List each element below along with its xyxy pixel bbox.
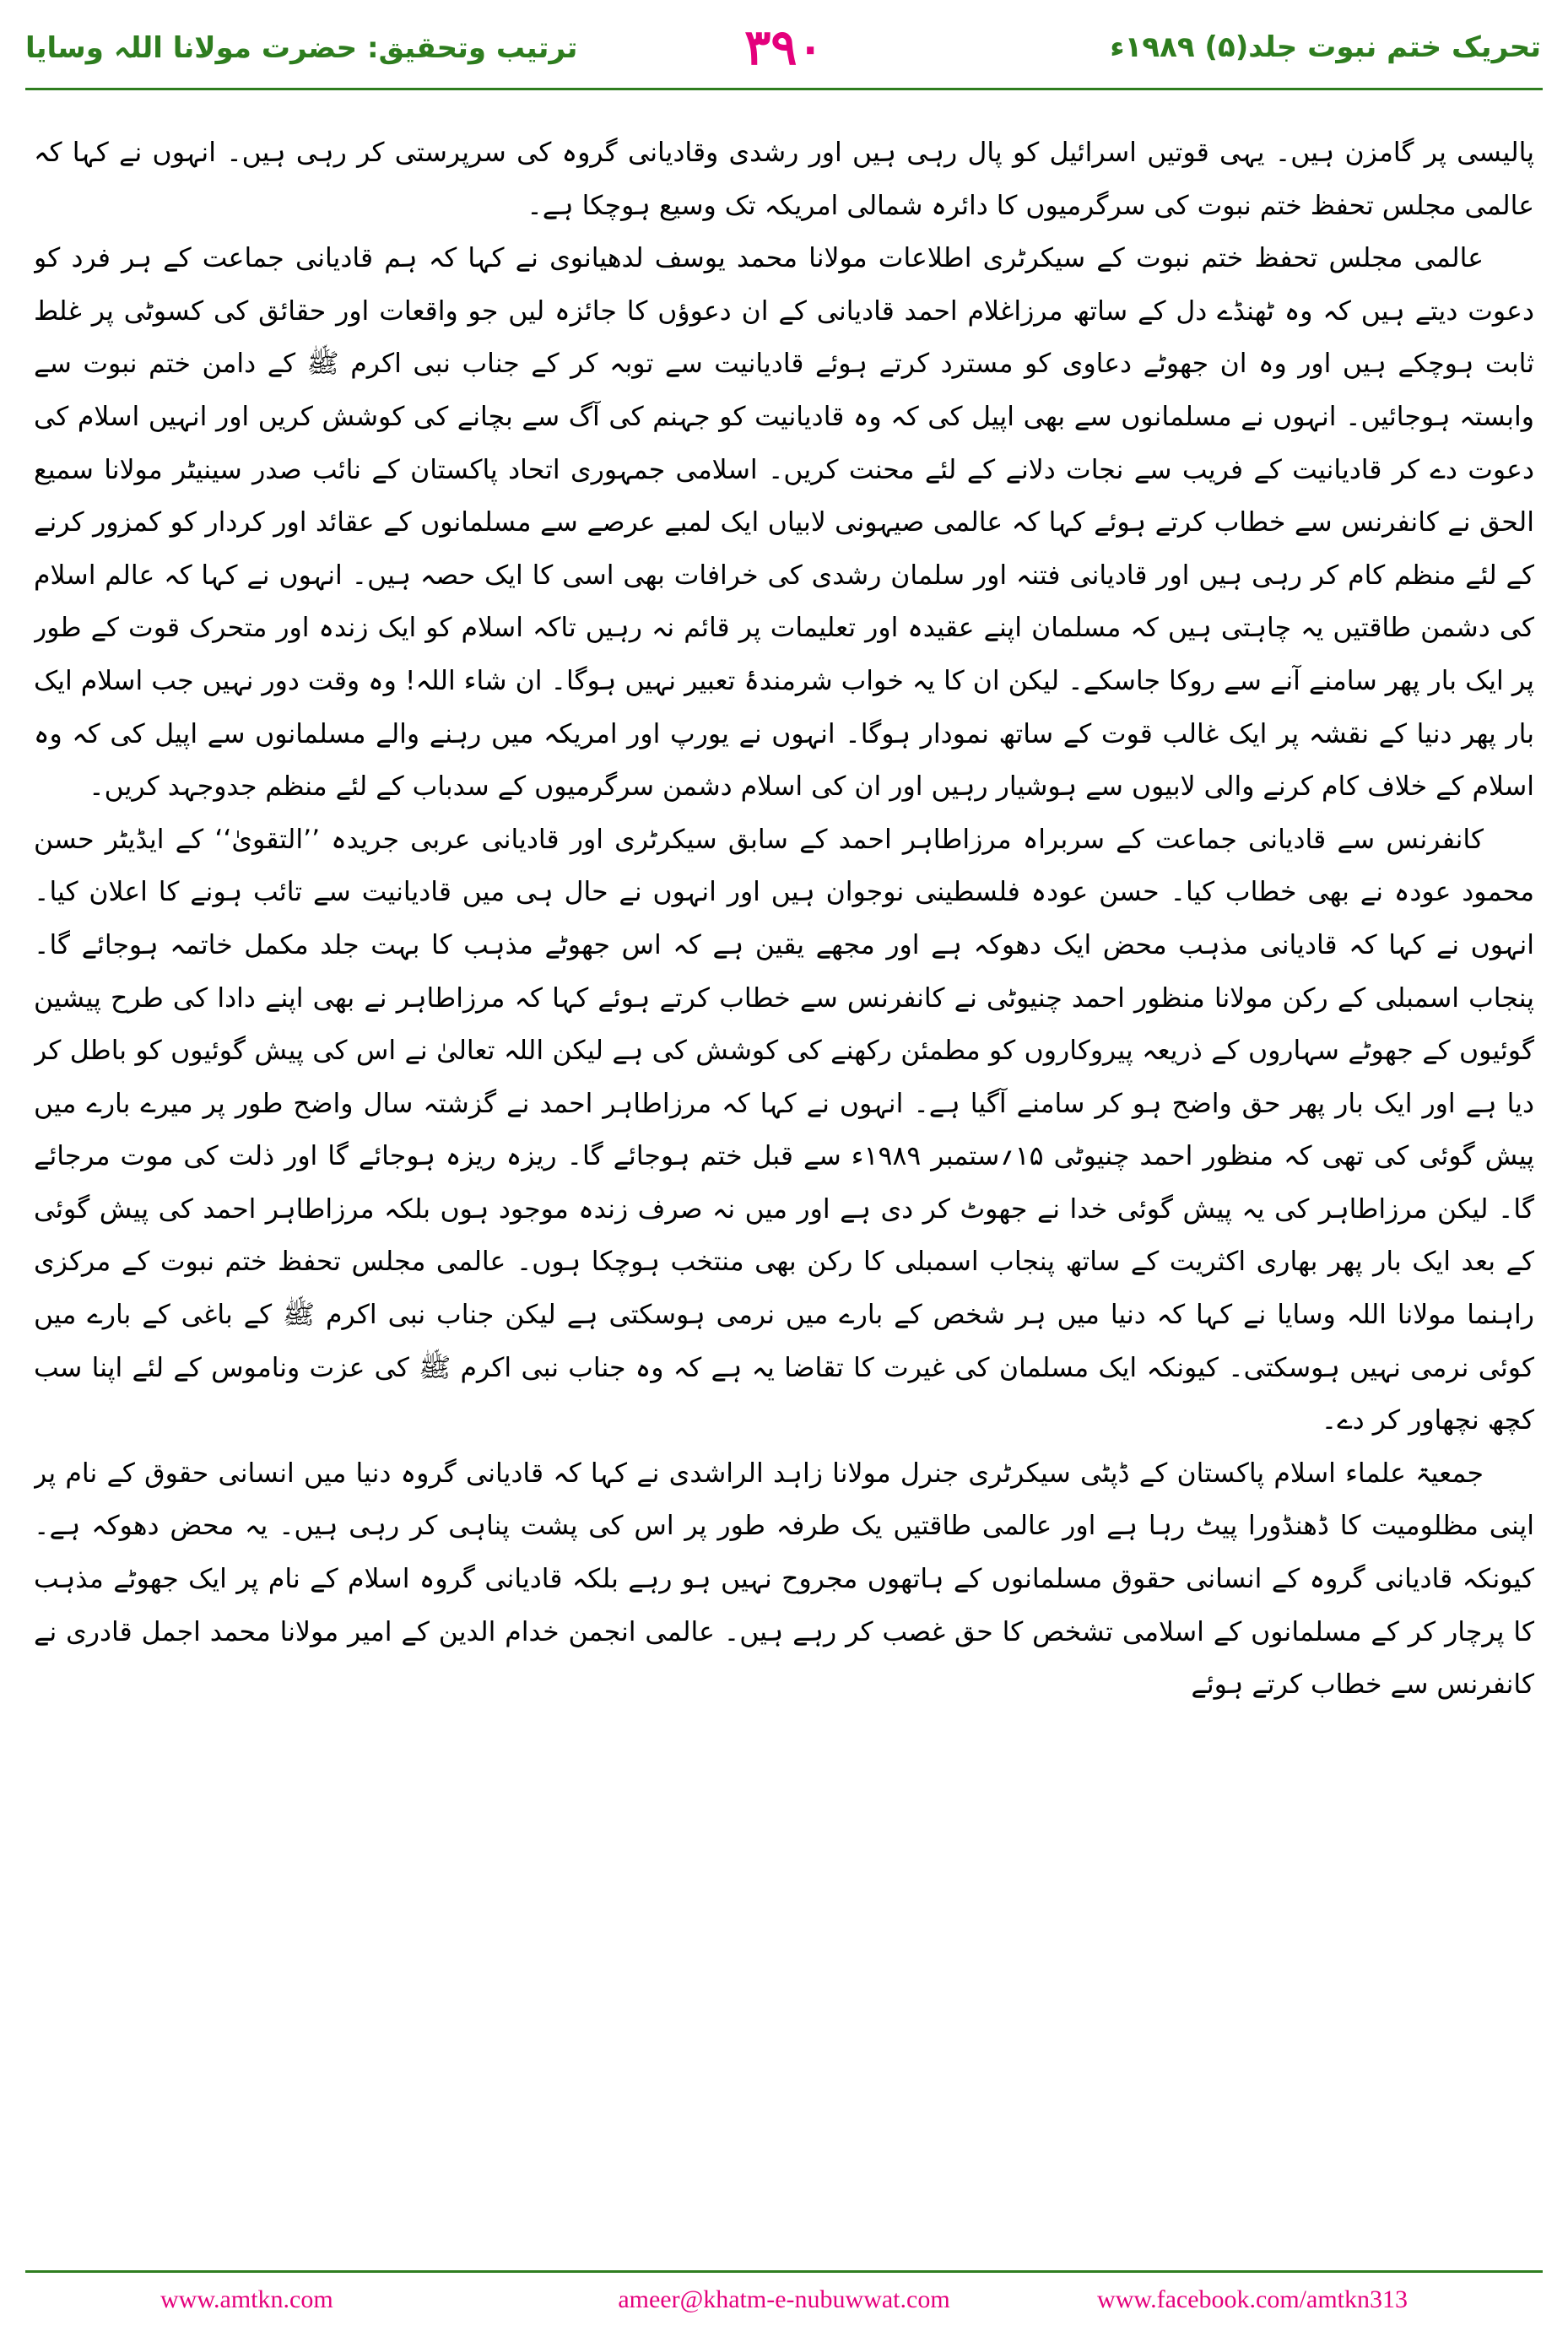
paragraph-1: پالیسی پر گامزن ہیں۔ یہی قوتیں اسرائیل کو پال رہی ہیں اور رشدی وقادیانی گروہ کی سرپرستی کر رہی ہیں۔ انہوں نے کہا کہ عالمی مجلس تحفظ ختم نبوت کی سرگرمیوں کا دائرہ شمالی امریکہ تک وسیع ہوچکا ہے۔ [34, 138, 1534, 221]
facebook-link[interactable]: www.facebook.com/amtkn313 [1097, 2285, 1408, 2313]
header-divider [25, 88, 1543, 90]
email-link[interactable]: ameer@khatm-e-nubuwwat.com [618, 2285, 950, 2313]
compiler-credit: ترتیب وتحقیق: حضرت مولانا اللہ وسایا [25, 31, 578, 65]
paragraph-4: جمعیۃ علماء اسلام پاکستان کے ڈپٹی سیکرٹری جنرل مولانا زاہد الراشدی نے کہا کہ قادیانی گروہ دنیا میں انسانی حقوق کے نام پر اپنی مظلومیت کا ڈھنڈورا پیٹ رہا ہے اور عالمی طاقتیں یک طرفہ طور پر اس کی پشت پناہی کر رہی ہیں۔ یہ محض دھوکہ ہے۔ کیونکہ قادیانی گروہ کے انسانی حقوق مسلمانوں کے ہاتھوں مجروح نہیں ہو رہے بلکہ قادیانی گروہ اسلام کے نام پر ایک جھوٹے مذہب کا پرچار کر کے مسلمانوں کے اسلامی تشخص کا حق غصب کر رہے ہیں۔ عالمی انجمن خدام الدین کے امیر مولانا محمد اجمل قادری نے کانفرنس سے خطاب کرتے ہوئے [34, 1458, 1534, 1701]
page-footer [0, 2279, 1568, 2329]
paragraph-2: عالمی مجلس تحفظ ختم نبوت کے سیکرٹری اطلاعات مولانا محمد یوسف لدھیانوی نے کہا کہ ہم قادیانی جماعت کے ہر فرد کو دعوت دیتے ہیں کہ وہ ٹھنڈے دل کے ساتھ مرزاغلام احمد قادیانی کے ان دعوؤں کا جائزہ لیں جو واقعات اور حقائق کی کسوٹی پر غلط ثابت ہوچکے ہیں اور وہ ان جھوٹے دعاوی کو مسترد کرتے ہوئے قادیانیت سے توبہ کر کے جناب نبی اکرم ﷺ کے دامن ختم نبوت سے وابستہ ہوجائیں۔ انہوں نے مسلمانوں سے بھی اپیل کی کہ وہ قادیانیت کو جہنم کی آگ سے بچانے کی کوشش کریں اور انہیں اسلام کی دعوت دے کر قادیانیت کے فریب سے نجات دلانے کے لئے محنت کریں۔ اسلامی جمہوری اتحاد پاکستان کے نائب صدر سینیٹر مولانا سمیع الحق نے کانفرنس سے خطاب کرتے ہوئے کہا کہ عالمی صیہونی لابیاں ایک لمبے عرصے سے مسلمانوں کے عقائد اور کردار کو کمزور کرنے کے لئے منظم کام کر رہی ہیں اور قادیانی فتنہ اور سلمان رشدی کی خرافات بھی اسی کا ایک حصہ ہیں۔ انہوں نے کہا کہ عالم اسلام کی دشمن طاقتیں یہ چاہتی ہیں کہ مسلمان اپنے عقیدہ اور تعلیمات پر قائم نہ رہیں تاکہ اسلام کو ایک زندہ اور متحرک قوت کے طور پر ایک بار پھر سامنے آنے سے روکا جاسکے۔ لیکن ان کا یہ خواب شرمندۂ تعبیر نہیں ہوگا۔ ان شاء اللہ! وہ وقت دور نہیں جب اسلام ایک بار پھر دنیا کے نقشہ پر ایک غالب قوت کے ساتھ نمودار ہوگا۔ انہوں نے یورپ اور امریکہ میں رہنے والے مسلمانوں سے اپیل کی کہ وہ اسلام کے خلاف کام کرنے والی لابیوں سے ہوشیار رہیں اور ان کی اسلام دشمن سرگرمیوں کے سدباب کے لئے منظم جدوجہد کریں۔ [34, 243, 1534, 803]
footer-divider [25, 2270, 1543, 2273]
book-title: تحریک ختم نبوت جلد(۵) ۱۹۸۹ء [1110, 30, 1541, 64]
paragraph-3: کانفرنس سے قادیانی جماعت کے سربراہ مرزاطاہر احمد کے سابق سیکرٹری اور قادیانی عربی جریدہ ’’التقویٰ‘‘ کے ایڈیٹر حسن محمود عودہ نے بھی خطاب کیا۔ حسن عودہ فلسطینی نوجوان ہیں اور انہوں نے حال ہی میں قادیانیت سے تائب ہونے کا اعلان کیا۔ انہوں نے کہا کہ قادیانی مذہب محض ایک دھوکہ ہے اور مجھے یقین ہے کہ اس جھوٹے مذہب کا بہت جلد مکمل خاتمہ ہوجائے گا۔ پنجاب اسمبلی کے رکن مولانا منظور احمد چنیوٹی نے کانفرنس سے خطاب کرتے ہوئے کہا کہ مرزاطاہر نے بھی اپنے دادا کی طرح پیشین گوئیوں کے جھوٹے سہاروں کے ذریعہ پیروکاروں کو مطمئن رکھنے کی کوشش کی ہے لیکن اللہ تعالیٰ نے اس کی پیش گوئیوں کو باطل کر دیا ہے اور ایک بار پھر حق واضح ہو کر سامنے آگیا ہے۔ انہوں نے کہا کہ مرزاطاہر احمد نے گزشتہ سال واضح طور پر میرے بارے میں پیش گوئی کی تھی کہ منظور احمد چنیوٹی ۱۵؍ستمبر ۱۹۸۹ء سے قبل ختم ہوجائے گا۔ ریزہ ریزہ ہوجائے گا اور ذلت کی موت مرجائے گا۔ لیکن مرزاطاہر کی یہ پیش گوئی خدا نے جھوٹ کر دی ہے اور میں نہ صرف زندہ موجود ہوں بلکہ مرزاطاہر احمد کی پیش گوئی کے بعد ایک بار پھر بھاری اکثریت کے ساتھ پنجاب اسمبلی کا رکن بھی منتخب ہوچکا ہوں۔ عالمی مجلس تحفظ ختم نبوت کے مرکزی راہنما مولانا اللہ وسایا نے کہا کہ دنیا میں ہر شخص کے بارے میں نرمی ہوسکتی ہے لیکن جناب نبی اکرم ﷺ کے باغی کے بارے میں کوئی نرمی نہیں ہوسکتی۔ کیونکہ ایک مسلمان کی غیرت کا تقاضا یہ ہے کہ وہ جناب نبی اکرم ﷺ کی عزت وناموس کے لئے اپنا سب کچھ نچھاور کر دے۔ [34, 824, 1534, 1436]
website-link[interactable]: www.amtkn.com [160, 2285, 333, 2313]
page-header [0, 0, 1568, 93]
page-body [34, 127, 1534, 2220]
page-number: ۳۹۰ [744, 19, 824, 76]
